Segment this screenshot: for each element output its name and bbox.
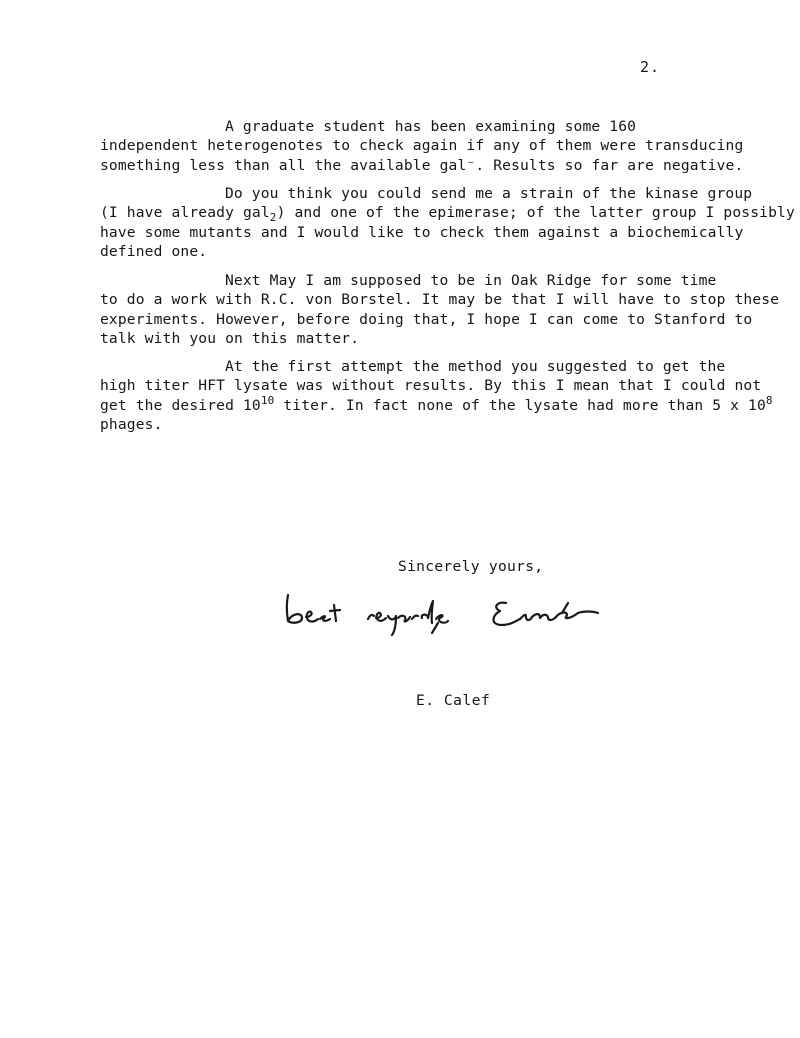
paragraph-line: talk with you on this matter.: [100, 330, 360, 348]
superscript: 8: [765, 393, 773, 407]
paragraph-2: [100, 184, 795, 262]
paragraph-line: high titer HFT lysate was without results. By this I mean that I could not: [100, 377, 762, 395]
paragraph-line: At the first attempt the method you suggested to get the: [225, 358, 726, 375]
paragraph-line: A graduate student has been examining some 160: [225, 118, 637, 135]
handwritten-signature: [280, 585, 610, 645]
paragraph-line: defined one.: [100, 243, 208, 261]
paragraph-text: titer. In fact none of the lysate had more than 5 x 10: [274, 396, 766, 414]
paragraph-1: [100, 117, 744, 175]
paragraph-line: Do you think you could send me a strain of the kinase group: [225, 185, 753, 202]
paragraph-3: [100, 271, 780, 349]
paragraph-line: independent heterogenotes to check again if any of them were transducing: [100, 137, 744, 155]
closing-line: Sincerely yours,: [398, 558, 544, 575]
paragraph-text: (I have already gal: [100, 204, 270, 222]
paragraph-line: Next May I am supposed to be in Oak Ridge for some time: [225, 272, 717, 289]
superscript: 10: [260, 393, 275, 407]
paragraph-line: experiments. However, before doing that, I hope I can come to Stanford to: [100, 310, 753, 328]
paragraph-line: to do a work with R.C. von Borstel. It may be that I will have to stop these: [100, 291, 780, 309]
paragraph-4: [100, 357, 773, 435]
subscript: 2: [269, 211, 277, 225]
signer-name: E. Calef: [416, 692, 491, 709]
paragraph-line: [100, 393, 773, 415]
paragraph-line: have some mutants and I would like to check them against a biochemically: [100, 223, 744, 241]
paragraph-text: ) and one of the epimerase; of the latter group I possibly: [276, 204, 795, 222]
page-number: 2.: [640, 58, 661, 76]
paragraph-line: phages.: [100, 416, 163, 434]
paragraph-text: get the desired 10: [100, 396, 261, 414]
paragraph-line: [100, 203, 795, 225]
paragraph-line: something less than all the available gal⁻. Results so far are negative.: [100, 156, 744, 174]
